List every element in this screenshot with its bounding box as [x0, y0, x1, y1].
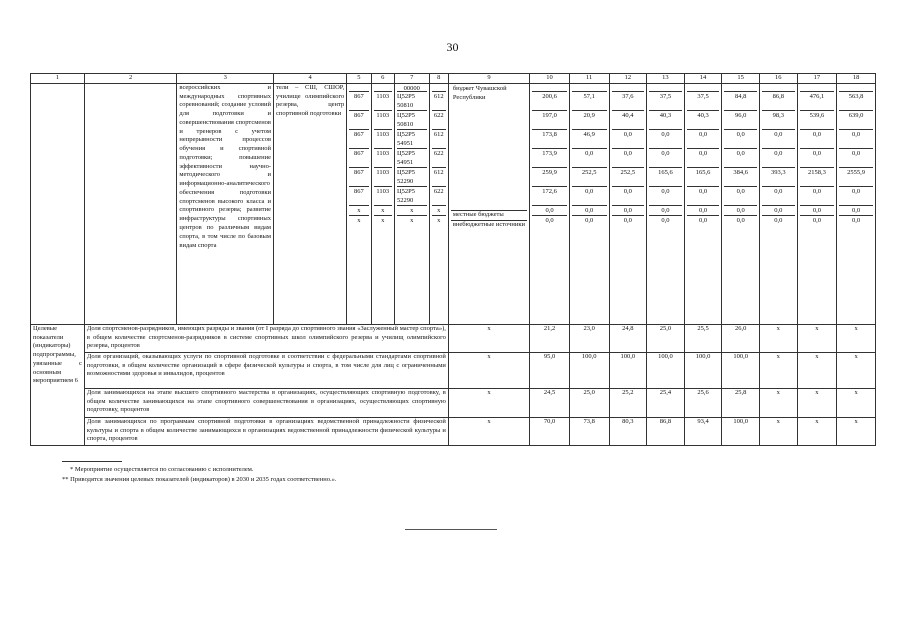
stack-cell: x [357, 216, 361, 224]
stack-cell: 867 [349, 130, 368, 149]
value-cell: 40,3 [687, 111, 720, 130]
column-number: 15 [722, 74, 760, 84]
stack-cell: 612 [432, 92, 446, 111]
indicator-value: 93,4 [684, 417, 722, 445]
stack-cell [532, 84, 567, 92]
indicator-value: x [759, 324, 797, 352]
value-cell: 0,0 [698, 216, 708, 224]
value-cell: 0,0 [649, 149, 682, 168]
value-cell: 0,0 [687, 187, 720, 206]
stack-cell: 622 [432, 111, 446, 130]
stack-cell: 867 [349, 187, 368, 206]
indicator-value: x [759, 352, 797, 388]
indicator-value: 100,0 [722, 417, 760, 445]
stack-cell: 1103 [374, 111, 392, 130]
indicator-value: x [797, 417, 837, 445]
indicator-value: 23,0 [569, 324, 609, 352]
column-number: 16 [759, 74, 797, 84]
value-cell: 200,6 [532, 92, 567, 111]
indicator-value: 25,8 [722, 388, 760, 417]
value-cell: 0,0 [774, 216, 783, 224]
value-cell: 252,5 [572, 168, 607, 187]
indicator-value: 100,0 [569, 352, 609, 388]
footnotes [62, 465, 337, 485]
value-cell: 173,8 [532, 130, 567, 149]
value-cell: 40,3 [649, 111, 682, 130]
empty-cell [31, 83, 85, 324]
stack-cell: 1103 [374, 149, 392, 168]
column-number: 4 [274, 74, 347, 84]
value-cell: 0,0 [545, 216, 554, 224]
value-column [722, 83, 760, 324]
value-cell: 0,0 [572, 149, 607, 168]
indicators-label: Целевые показатели (индикаторы) подпрограммы, увязанные с основным мероприятием 6 [31, 324, 85, 445]
value-cell: 0,0 [661, 216, 670, 224]
event-executors: тели – СШ, СШОР, училище олимпийского резерва, центр спортивной подготовки [274, 83, 347, 324]
column-number: 8 [429, 74, 448, 84]
funding-source-local: местные бюджеты [451, 211, 527, 221]
program-table [30, 73, 876, 446]
value-cell: 563,8 [839, 92, 873, 111]
value-cell: 0,0 [687, 130, 720, 149]
column-number: 13 [647, 74, 685, 84]
value-cell: 0,0 [532, 206, 567, 216]
page-number: 30 [446, 40, 459, 54]
value-cell: 197,0 [532, 111, 567, 130]
indicator-row [31, 324, 876, 352]
value-cell: 0,0 [649, 187, 682, 206]
indicator-value: 73,8 [569, 417, 609, 445]
value-cell: 0,0 [724, 206, 757, 216]
value-cell: 98,3 [762, 111, 795, 130]
indicator-value: 100,0 [722, 352, 760, 388]
indicator-value: 25,0 [647, 324, 685, 352]
value-cell: 165,6 [687, 168, 720, 187]
stack-cell: Ц52Р5 52290 [397, 187, 427, 206]
indicator-value: x [837, 417, 876, 445]
value-cell: 0,0 [623, 216, 632, 224]
indicator-row [31, 352, 876, 388]
footnote: ** Приводятся значения целевых показателей (индикаторов) в 2030 и 2035 годах соответственно.». [62, 475, 337, 483]
grbs-column [347, 83, 371, 324]
column-number: 11 [569, 74, 609, 84]
stack-cell: x [381, 216, 385, 224]
stack-cell [374, 84, 392, 92]
indicator-value: 25,6 [684, 388, 722, 417]
value-cell: 2158,3 [800, 168, 835, 187]
indicator-value: 26,0 [722, 324, 760, 352]
indicator-text: Доля спортсменов-разрядников, имеющих разряды и звания (от I разряда до спортивного звания «Заслуженный мастер спорта»), в общем количестве спортсменов-разрядников в системе спортивных школ олимпийского резерва и училищ олимпийского резерва, процентов [84, 324, 448, 352]
value-cell: 0,0 [585, 216, 594, 224]
value-cell: 2555,9 [839, 168, 873, 187]
value-cell: 0,0 [687, 206, 720, 216]
value-cell: 0,0 [649, 206, 682, 216]
value-column [797, 83, 837, 324]
stack-cell [612, 84, 645, 92]
value-cell: 0,0 [812, 216, 821, 224]
value-cell: 173,9 [532, 149, 567, 168]
indicator-value: x [797, 352, 837, 388]
stack-cell: Ц52Р5 54951 [397, 149, 427, 168]
indicator-value: x [759, 417, 797, 445]
column-number: 7 [394, 74, 429, 84]
value-cell: 639,0 [839, 111, 873, 130]
stack-cell: 1103 [374, 92, 392, 111]
value-cell: 165,6 [649, 168, 682, 187]
stack-cell: Ц52Р5 50810 [397, 111, 427, 130]
value-cell: 20,9 [572, 111, 607, 130]
end-rule [405, 529, 497, 530]
stack-cell [839, 84, 873, 92]
stack-cell [572, 84, 607, 92]
indicator-value: x [837, 388, 876, 417]
value-cell: 46,9 [572, 130, 607, 149]
indicator-text: Доля занимающихся на этапе высшего спортивного мастерства в организациях, осуществляющих спортивную подготовку, в общем количестве занимающихся на этапе спортивного совершенствования в организациях, осуществляющих спортивную подготовку, процентов [84, 388, 448, 417]
value-cell: 0,0 [800, 206, 835, 216]
column-number: 5 [347, 74, 371, 84]
stack-cell: x [349, 206, 368, 216]
value-cell: 539,6 [800, 111, 835, 130]
value-cell: 84,8 [724, 92, 757, 111]
funding-source-column [448, 83, 529, 324]
indicator-value: 25,0 [569, 388, 609, 417]
indicator-value: 100,0 [609, 352, 647, 388]
target-article-column [394, 83, 429, 324]
stack-cell: 1103 [374, 130, 392, 149]
indicator-value: x [837, 324, 876, 352]
value-cell: 96,0 [724, 111, 757, 130]
stack-cell: 00000 [397, 84, 427, 92]
column-number: 2 [84, 74, 177, 84]
stack-cell: 867 [349, 168, 368, 187]
stack-cell [800, 84, 835, 92]
value-cell: 0,0 [800, 149, 835, 168]
stack-cell [432, 84, 446, 92]
section-column [371, 83, 394, 324]
value-cell: 40,4 [612, 111, 645, 130]
value-cell: 0,0 [800, 187, 835, 206]
stack-cell: Ц52Р5 54951 [397, 130, 427, 149]
value-cell: 0,0 [612, 206, 645, 216]
indicator-value: 100,0 [684, 352, 722, 388]
footnote-rule [62, 461, 122, 462]
value-column [569, 83, 609, 324]
event-description: всероссийских и международных спортивных соревнований; создание условий для подготовки и совершенствования спортсменов и тренеров с учетом непрерывности процессов обучения и спортивной подготовки; повышение эффективности научно-методического и информационно-аналитического обеспечения подготовки спортсменов высокого класса и спортивного резерва; развитие инфраструктуры спортивных центров по различным видам спорта, в том числе по базовым видам спорта [177, 83, 274, 324]
indicator-value: 70,0 [530, 417, 570, 445]
indicator-value: 24,5 [530, 388, 570, 417]
value-column [647, 83, 685, 324]
value-cell: 0,0 [649, 130, 682, 149]
indicator-value: 100,0 [647, 352, 685, 388]
stack-cell [687, 84, 720, 92]
stack-cell: x [437, 216, 441, 224]
indicator-value: 25,5 [684, 324, 722, 352]
value-cell: 0,0 [839, 187, 873, 206]
empty-cell [84, 83, 177, 324]
column-number: 9 [448, 74, 529, 84]
value-cell: 0,0 [724, 149, 757, 168]
value-cell: 0,0 [612, 149, 645, 168]
indicator-text: Доля организаций, оказывающих услуги по спортивной подготовке в соответствии с федеральными стандартами спортивной подготовки, в общем количестве организаций в сфере физической культуры и спорта, в том числе для лиц с ограниченными возможностями здоровья и инвалидов, процентов [84, 352, 448, 388]
expense-type-column [429, 83, 448, 324]
value-cell: 259,9 [532, 168, 567, 187]
stack-cell: Ц52Р5 52290 [397, 168, 427, 187]
indicator-row [31, 417, 876, 445]
value-cell: 0,0 [612, 187, 645, 206]
value-cell: 0,0 [572, 206, 607, 216]
value-cell: 0,0 [839, 206, 873, 216]
value-cell: 37,6 [612, 92, 645, 111]
stack-cell: 612 [432, 168, 446, 187]
stack-cell: 867 [349, 92, 368, 111]
stack-cell: x [432, 206, 446, 216]
value-cell: 476,1 [800, 92, 835, 111]
column-number: 17 [797, 74, 837, 84]
value-cell: 37,5 [687, 92, 720, 111]
indicator-value: 95,0 [530, 352, 570, 388]
indicator-text: Доля занимающихся по программам спортивной подготовки в организациях ведомственной принадлежности физической культуры и спорта в общем количестве занимающихся в организациях ведомственной принадлежности физической культуры и спорта, процентов [84, 417, 448, 445]
funding-source-republic: бюджет Чувашской Республики [451, 84, 527, 211]
value-cell: 172,6 [532, 187, 567, 206]
stack-cell: 867 [349, 111, 368, 130]
stack-cell: 867 [349, 149, 368, 168]
indicator-value: 25,2 [609, 388, 647, 417]
indicator-value: x [797, 388, 837, 417]
stack-cell: 622 [432, 187, 446, 206]
stack-cell: 612 [432, 130, 446, 149]
column-number: 10 [530, 74, 570, 84]
indicator-source: x [448, 417, 529, 445]
value-cell: 86,8 [762, 92, 795, 111]
stack-cell: 1103 [374, 168, 392, 187]
stack-cell: 1103 [374, 187, 392, 206]
value-cell: 0,0 [572, 187, 607, 206]
value-cell: 0,0 [724, 187, 757, 206]
value-cell: 0,0 [762, 130, 795, 149]
stack-cell: x [374, 206, 392, 216]
value-cell: 0,0 [762, 149, 795, 168]
stack-cell [349, 84, 368, 92]
stack-cell: x [397, 206, 427, 216]
value-column [759, 83, 797, 324]
value-column [609, 83, 647, 324]
value-cell: 384,6 [724, 168, 757, 187]
stack-cell: x [410, 216, 414, 224]
indicator-row [31, 388, 876, 417]
indicator-value: 21,2 [530, 324, 570, 352]
stack-cell [724, 84, 757, 92]
stack-cell [762, 84, 795, 92]
value-cell: 0,0 [736, 216, 745, 224]
value-cell: 37,5 [649, 92, 682, 111]
value-cell: 0,0 [852, 216, 861, 224]
indicator-source: x [448, 352, 529, 388]
value-column [530, 83, 570, 324]
value-cell: 0,0 [687, 149, 720, 168]
indicator-value: x [759, 388, 797, 417]
indicator-value: x [837, 352, 876, 388]
stack-cell: Ц52Р5 50810 [397, 92, 427, 111]
indicator-source: x [448, 388, 529, 417]
value-cell: 252,5 [612, 168, 645, 187]
indicator-source: x [448, 324, 529, 352]
column-number: 12 [609, 74, 647, 84]
stack-cell: 622 [432, 149, 446, 168]
value-cell: 393,3 [762, 168, 795, 187]
value-cell: 57,1 [572, 92, 607, 111]
indicator-value: 24,8 [609, 324, 647, 352]
footnote: * Мероприятие осуществляется по согласованию с исполнителем. [70, 466, 254, 473]
value-cell: 0,0 [612, 130, 645, 149]
value-cell: 0,0 [724, 130, 757, 149]
indicator-value: 86,8 [647, 417, 685, 445]
column-number-row [31, 74, 876, 84]
column-number: 1 [31, 74, 85, 84]
value-cell: 0,0 [839, 149, 873, 168]
column-number: 3 [177, 74, 274, 84]
funding-source-offbudget: внебюджетные источники [452, 220, 525, 228]
column-number: 6 [371, 74, 394, 84]
value-cell: 0,0 [762, 206, 795, 216]
value-cell: 0,0 [800, 130, 835, 149]
value-column [684, 83, 722, 324]
column-number: 14 [684, 74, 722, 84]
stack-cell [649, 84, 682, 92]
indicator-value: x [797, 324, 837, 352]
indicator-value: 25,4 [647, 388, 685, 417]
event-row [31, 83, 876, 324]
value-column [837, 83, 876, 324]
column-number: 18 [837, 74, 876, 84]
indicator-value: 80,3 [609, 417, 647, 445]
value-cell: 0,0 [839, 130, 873, 149]
value-cell: 0,0 [762, 187, 795, 206]
